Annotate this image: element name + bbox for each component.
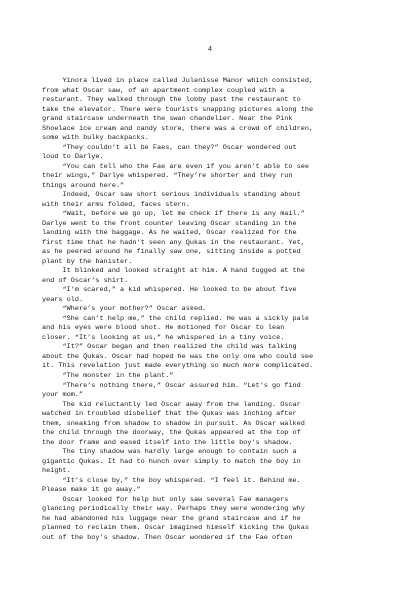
text-line: The kid reluctantly led Oscar away from the landing. Oscar (42, 400, 301, 409)
text-line: Yinora lived in place called Julenisse Manor which consisted, (42, 77, 314, 85)
text-line: Please make it go away.” (42, 486, 141, 495)
text-line: things around here.” (42, 181, 125, 190)
text-line: “She can’t help me,” the child replied. He was a sickly pale (42, 314, 309, 323)
text-line: The tiny shadow was hardly large enough to contain such a (42, 448, 297, 457)
text-line: “It’s close by,” the boy whispered. “I feel it. Behind me. (42, 476, 301, 485)
text-line: as he peered around he finally saw one, sitting inside a potted (42, 248, 301, 257)
text-line: your mom.” (42, 391, 84, 400)
text-line: “The monster in the plant.” (42, 371, 174, 380)
text-line: “There’s nothing there,” Oscar assured him. “Let’s go find (42, 381, 301, 390)
text-line: their wings,” Darlye whispered. “They’re shorter and they run (42, 172, 293, 181)
text-line: “Where’s your mother?” Oscar asked. (42, 305, 207, 314)
text-line: years old. (42, 295, 84, 304)
text-line: “I’m scared,” a kid whispered. He looked to be about five (42, 286, 297, 295)
text-line: out of the boy’s shadow. Then Oscar wondered if the Fae often (42, 533, 293, 542)
text-line: first time that he hadn’t seen any Qukas in the restaurant. Yet, (42, 238, 305, 247)
text-line: and his eyes were blood shot. He motioned for Oscar to lean (42, 324, 285, 333)
text-line: the door frame and eased itself into the little boy’s shadow. (42, 438, 293, 447)
text-line: loud to Darlye. (42, 153, 104, 162)
text-line: “They couldn’t all be Faes, can they?” Oscar wondered out (42, 143, 297, 152)
text-line: grand staircase underneath the swan chandelier. Near the Pink (42, 115, 293, 124)
text-line: glancing periodically their way. Perhaps they were wondering why (42, 505, 305, 514)
text-line: height. (42, 467, 71, 476)
text-line: “You can tell who the Fae are even if you aren’t able to see (42, 162, 309, 171)
text-line: Darlye went to the front counter leaving Oscar standing in the (42, 219, 297, 228)
text-line: resturant. They walked through the lobby past the restaurant to (42, 96, 301, 105)
text-line: Oscar looked for help but only saw several Fae managers (42, 495, 289, 504)
page-number: 4 (207, 46, 213, 54)
text-line: end of Oscar’s shirt. (42, 276, 129, 285)
text-line: plant by the banister. (42, 257, 133, 266)
text-line: landing with the baggage. As he waited, Oscar realized for the (42, 229, 297, 238)
text-line: watched in troubled disbelief that the Qukas was inching after (42, 410, 297, 419)
text-line: planned to reclaim them. Oscar imagined himself kicking the Qukas (42, 524, 309, 533)
text-line: closer. “It’s looking at us,” he whispered in a tiny voice. (42, 333, 285, 342)
text-line: some with bulky backpacks. (42, 134, 149, 143)
text-line: from what Oscar saw, of an apartment complex coupled with a (42, 86, 285, 95)
text-line: take the elevator. There were tourists snapping pictures along the (42, 105, 314, 114)
text-line: gigantic Qukas. It had to hunch over simply to match the boy in (42, 457, 301, 466)
text-line: it. This revelation just made everything so much more complicated. (42, 362, 314, 371)
text-line: them, sneaking from shadow to shadow in pursuit. As Oscar walked (42, 419, 305, 428)
text-line: with their arms folded, faces stern. (42, 200, 190, 209)
text-line: “Wait, before we go up, let me check if there is any mail.” (42, 210, 305, 219)
text-line: he had abandoned his luggage near the grand staircase and if he (42, 514, 301, 523)
text-line: Indeed, Oscar saw short serious individuals standing about (42, 191, 301, 200)
text-line: Shoelace ice cream and candy store, there was a crowd of children, (42, 124, 314, 133)
body-text (42, 77, 380, 543)
text-line: “It?” Oscar began and then realized the child was talking (42, 343, 297, 352)
text-line: the child through the doorway, the Qukas appeared at the top of (42, 429, 301, 438)
text-line: It blinked and looked straight at him. A hand tugged at the (42, 267, 305, 276)
text-line: about the Qukas. Oscar had hoped he was the only one who could see (42, 352, 314, 361)
